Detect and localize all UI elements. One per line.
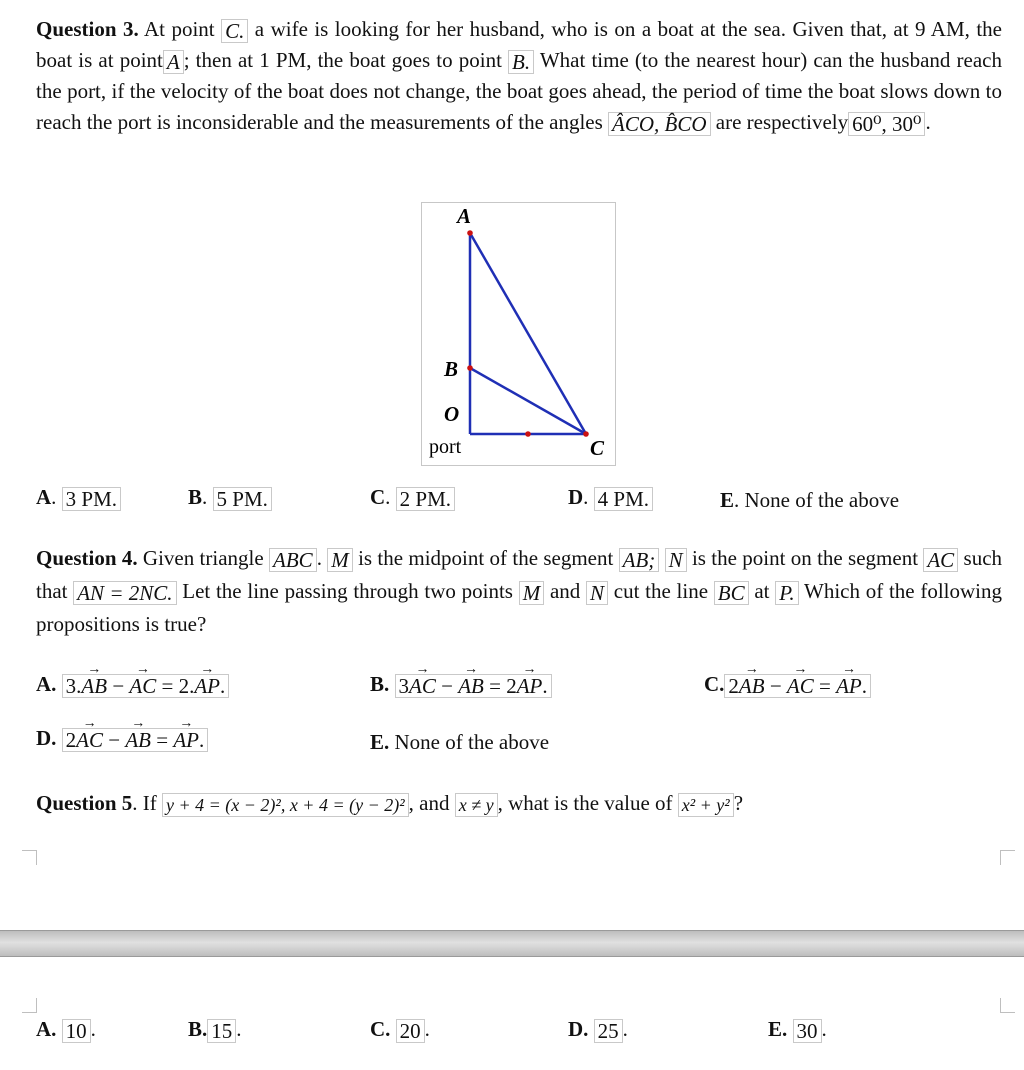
point-n2-eq[interactable]: N (586, 581, 608, 605)
q3-text-3: ; then at 1 PM, the boat goes to point (183, 48, 509, 72)
boat-diagram[interactable] (421, 202, 616, 466)
equals: = (813, 674, 837, 699)
page-corner-mark (1000, 850, 1015, 865)
label-port: port (429, 436, 462, 458)
not-equal-eq[interactable]: x ≠ y (455, 793, 498, 817)
option-expression (395, 674, 552, 698)
segment-ac-eq[interactable]: AC (923, 548, 958, 572)
boat-diagram-svg (422, 203, 615, 465)
q5-text-3: , what is the value of (497, 791, 678, 815)
option-letter: D. (36, 726, 57, 750)
segment-ac (470, 233, 586, 434)
point-a-eq[interactable]: A (163, 50, 184, 74)
end-mark: . (821, 1017, 827, 1041)
option-letter: A. (36, 1017, 57, 1041)
end-mark: . (861, 674, 868, 699)
option-sep: . (734, 488, 745, 512)
point-a (467, 230, 473, 236)
point-c-eq[interactable]: C. (221, 19, 248, 43)
q4-text-5: is the point on the segment (686, 546, 924, 570)
question-5-label: Question 5 (36, 791, 133, 815)
page-corner-mark (22, 998, 37, 1013)
point-c (583, 431, 589, 437)
end-mark: . (542, 674, 548, 699)
vector-2: AC → (787, 675, 814, 697)
option-value: 25 (594, 1019, 623, 1043)
q4-option-e[interactable] (370, 730, 549, 755)
vector-2: AB → (125, 729, 151, 751)
q3-option-d[interactable] (568, 485, 653, 511)
option-letter: B. (188, 1017, 208, 1041)
point-p-eq[interactable]: P. (775, 581, 798, 605)
option-value: 4 PM. (594, 487, 653, 511)
q4-text-11: Which of the following propositions is true? (36, 579, 1002, 636)
q4-text-8: and (544, 579, 587, 603)
diagram-lines (470, 233, 586, 434)
option-expression (62, 728, 209, 752)
coef-1: 2 (728, 674, 739, 699)
option-letter: D. (568, 1017, 589, 1041)
sum-squares-eq[interactable]: x² + y² (678, 793, 734, 817)
option-sep: . (202, 485, 213, 509)
q3-text-5: are respectively (710, 110, 849, 134)
vector-2: AC → (129, 675, 156, 697)
question-5-text (36, 788, 1002, 818)
q4-option-b[interactable] (370, 672, 552, 698)
q3-text-6: . (925, 110, 931, 134)
page-break-bar[interactable] (0, 930, 1024, 957)
vector-1: AB → (739, 675, 765, 697)
q5-text-2: , and (408, 791, 455, 815)
label-a: A (457, 204, 472, 228)
q4-text-1: Given triangle (137, 546, 270, 570)
option-letter: D (568, 485, 584, 509)
option-value: 20 (396, 1019, 425, 1043)
q4-text-7: Let the line passing through two points (176, 579, 519, 603)
coef-1: 3. (65, 674, 82, 699)
question-3-label: Question 3. (36, 17, 139, 41)
option-letter: A (36, 485, 52, 509)
q5-option-d[interactable] (568, 1017, 628, 1043)
q5-option-e[interactable] (768, 1017, 827, 1043)
operator: − (103, 728, 126, 753)
q5-option-c[interactable] (370, 1017, 430, 1043)
point-m-eq[interactable]: M (327, 548, 353, 572)
question-3-text (36, 14, 1002, 138)
question-4-text (36, 542, 1002, 641)
q3-option-b[interactable] (188, 485, 272, 511)
end-mark: . (236, 1017, 242, 1041)
vector-1: AC → (76, 729, 103, 751)
equals: = (151, 728, 174, 753)
vector-1: AC → (409, 675, 436, 697)
q4-option-a[interactable] (36, 672, 229, 698)
point-b-eq[interactable]: B. (508, 50, 534, 74)
option-value: 3 PM. (62, 487, 121, 511)
option-letter: A. (36, 672, 57, 696)
operator: − (107, 674, 130, 699)
q5-text-4: ? (733, 791, 744, 815)
option-value: 5 PM. (213, 487, 272, 511)
vector-3: AP → (517, 675, 543, 697)
q4-text-2: . (316, 546, 328, 570)
option-letter: B (188, 485, 203, 509)
vector-2: AB → (458, 675, 484, 697)
operator: − (764, 674, 787, 699)
option-letter: E (720, 488, 735, 512)
label-c: C (590, 436, 605, 460)
operator: − (435, 674, 459, 699)
label-b: B (444, 357, 459, 381)
option-letter: B. (370, 672, 390, 696)
end-mark: . (622, 1017, 628, 1041)
angle-values-eq[interactable]: 60⁰, 30⁰ (848, 112, 925, 136)
line-bc-eq[interactable]: BC (714, 581, 749, 605)
option-value: 10 (62, 1019, 91, 1043)
q3-option-c[interactable] (370, 485, 455, 511)
end-mark: . (424, 1017, 430, 1041)
point-m2-eq[interactable]: M (519, 581, 545, 605)
page-corner-mark (22, 850, 37, 865)
q5-text-1: . If (132, 791, 163, 815)
option-sep: . (583, 485, 594, 509)
option-letter: E. (370, 730, 390, 754)
q4-option-d[interactable] (36, 726, 208, 752)
end-mark: . (90, 1017, 96, 1041)
system-equation-eq[interactable]: y + 4 = (x − 2)², x + 4 = (y − 2)² (162, 793, 409, 817)
vector-3: AP → (173, 729, 199, 751)
point-b (467, 365, 473, 371)
page-corner-mark (1000, 998, 1015, 1013)
q5-option-a[interactable] (36, 1017, 96, 1043)
segment-bc (470, 368, 586, 434)
q4-text-9: cut the line (608, 579, 714, 603)
equals: = 2 (483, 674, 517, 699)
segment-ab-eq[interactable]: AB; (619, 548, 660, 572)
option-expression (62, 674, 230, 698)
q3-option-e[interactable] (720, 488, 899, 513)
option-expression (724, 674, 871, 698)
q5-option-b[interactable] (188, 1017, 242, 1043)
q4-text-3: is the midpoint of the segment (352, 546, 619, 570)
point-n-eq[interactable]: N (665, 548, 687, 572)
triangle-abc-eq[interactable]: ABC (269, 548, 317, 572)
option-value: 30 (793, 1019, 822, 1043)
option-value: 2 PM. (396, 487, 455, 511)
option-letter: C. (370, 1017, 391, 1041)
coef-1: 3 (398, 674, 410, 699)
option-sep: . (385, 485, 396, 509)
label-o: O (444, 402, 460, 426)
vector-1: AB → (81, 675, 107, 697)
option-letter: E. (768, 1017, 788, 1041)
q4-text-6: such that (36, 546, 1003, 603)
point-mid (525, 431, 531, 437)
q4-option-c[interactable] (704, 672, 871, 698)
option-sep: . (51, 485, 62, 509)
q3-text-2: a wife is looking for her husband, who is on a boat at the sea. Given that, at 9 AM, the boat is at point (36, 17, 1002, 72)
end-mark: . (199, 728, 205, 753)
equals: = 2. (156, 674, 195, 699)
option-value: None of the above (389, 730, 550, 754)
q3-text-4: What time (to the nearest hour) can the husband reach the port, if the velocity of the boat does not change, the boat goes ahead, the period of time the boat slows down to reach the port is inconsiderable and the measurements of the angles (36, 48, 1002, 134)
option-value: None of the above (744, 488, 900, 512)
vector-3: AP → (194, 675, 220, 697)
vector-3: AP → (836, 675, 862, 697)
q4-text-10: at (748, 579, 776, 603)
option-letter: C (370, 485, 386, 509)
end-mark: . (220, 674, 226, 699)
relation-eq[interactable]: AN = 2NC. (73, 581, 176, 605)
option-value: 15 (207, 1019, 236, 1043)
q3-text-1: At point (138, 17, 222, 41)
q3-option-a[interactable] (36, 485, 121, 511)
question-4-label: Question 4. (36, 546, 138, 570)
option-letter: C. (704, 672, 725, 696)
coef-1: 2 (65, 728, 77, 753)
angles-eq[interactable]: ÂCO, B̂CO (608, 112, 711, 136)
